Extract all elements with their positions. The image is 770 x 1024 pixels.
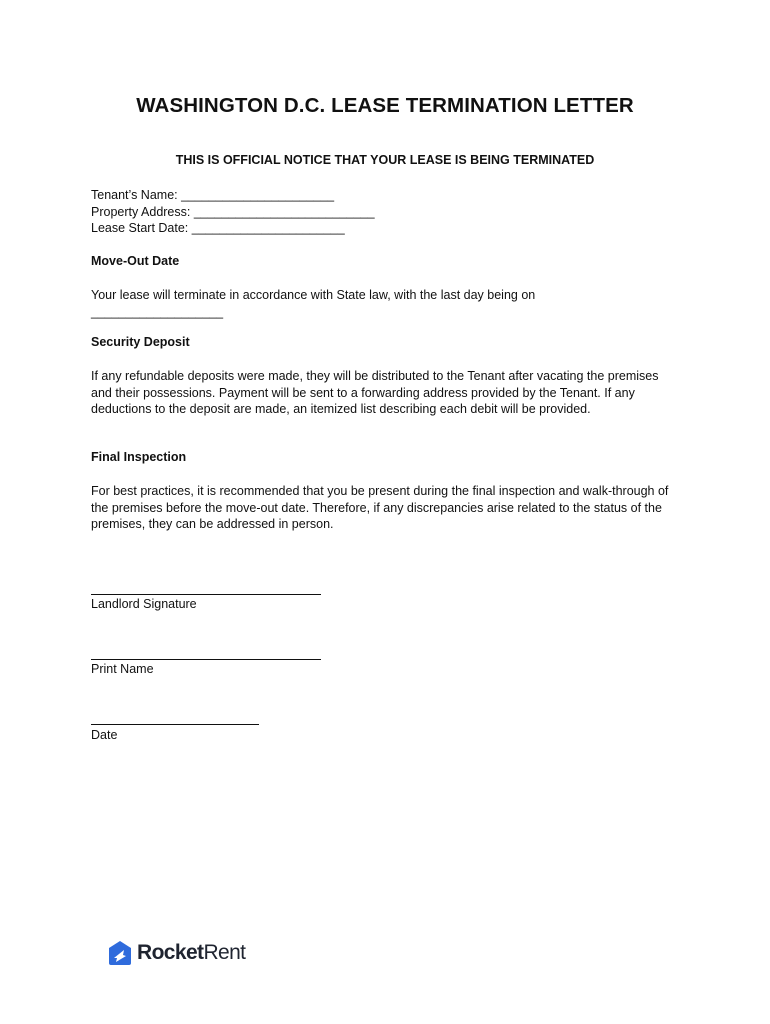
move-out-heading: Move-Out Date (91, 254, 180, 268)
landlord-signature-label: Landlord Signature (91, 597, 197, 611)
move-out-text: Your lease will terminate in accordance with State law, with the last day being on ___________________ (91, 288, 536, 319)
logo-text-bold: Rocket (137, 941, 204, 964)
date-label: Date (91, 728, 118, 742)
security-deposit-heading: Security Deposit (91, 335, 190, 349)
landlord-signature-line (91, 594, 321, 595)
final-inspection-heading: Final Inspection (91, 450, 187, 464)
rocketrent-logo (107, 936, 245, 970)
logo-wordmark (137, 941, 245, 965)
date-line (91, 724, 259, 725)
final-inspection-text: For best practices, it is recommended that you be present during the final inspection and walk-through of the premises before the move-out date. Therefore, if any discrepancies arise related to the status of the premises, they can be addressed in person. (91, 484, 669, 531)
security-deposit-text: If any refundable deposits were made, they will be distributed to the Tenant after vacating the premises and their possessions. Payment will be sent to a forwarding address provided by the Tenant. If any deductions to the deposit are made, an itemized list describing each debit will be provided. (91, 369, 659, 416)
document-title: WASHINGTON D.C. LEASE TERMINATION LETTER (136, 94, 634, 117)
tenant-name-field: Tenant’s Name: ______________________ (91, 188, 335, 202)
document-subtitle: THIS IS OFFICIAL NOTICE THAT YOUR LEASE IS BEING TERMINATED (175, 153, 595, 167)
logo-text-regular: Rent (203, 941, 246, 964)
lease-start-date-field: Lease Start Date: ______________________ (91, 221, 345, 235)
property-address-field: Property Address: __________________________ (91, 205, 375, 219)
print-name-line (91, 659, 321, 660)
print-name-label: Print Name (91, 662, 154, 676)
rocket-rent-logo-icon (107, 940, 133, 966)
